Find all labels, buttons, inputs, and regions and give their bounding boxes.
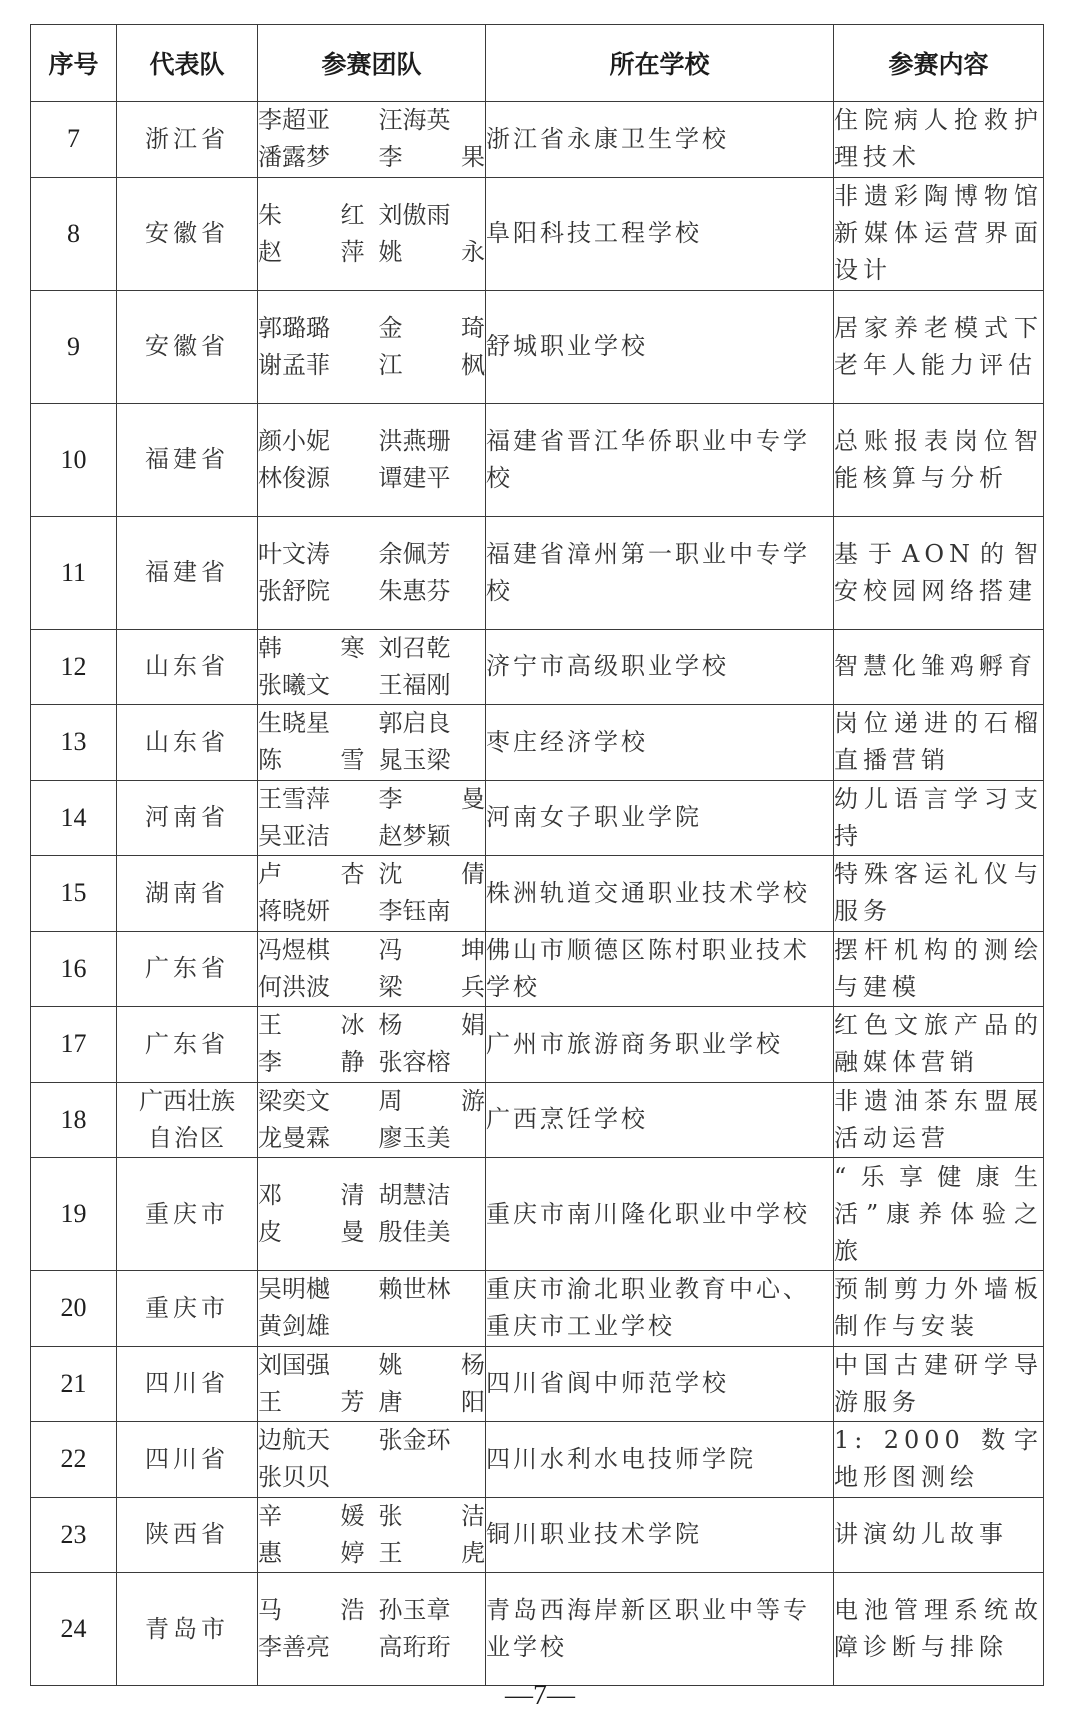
row-team-members — [258, 1271, 486, 1347]
row-school: 福建省漳州第一职业中专学校 — [486, 516, 834, 629]
row-competition-content: 电池管理系统故障诊断与排除 — [834, 1573, 1044, 1686]
team-member-name: 卢 杏 — [258, 860, 365, 889]
team-member-name: 李 静 — [258, 1048, 365, 1077]
team-member-name: 张贝贝 — [258, 1463, 330, 1492]
team-member-name: 李超亚 — [258, 106, 330, 135]
member-grid — [258, 1007, 485, 1081]
team-member-name: 惠 婷 — [258, 1538, 365, 1567]
row-competition-content: 岗位递进的石榴直播营销 — [834, 705, 1044, 781]
member-grid — [258, 197, 485, 271]
row-team-members — [258, 780, 486, 856]
table-header-row — [31, 25, 1044, 102]
header-delegation: 代表队 — [117, 25, 258, 102]
team-member-name: 李善亮 — [258, 1633, 330, 1661]
participants-table — [30, 24, 1044, 1686]
team-member-name: 吴明樾 — [258, 1275, 330, 1304]
table-row — [31, 1573, 1044, 1686]
row-number: 10 — [31, 403, 117, 516]
row-number: 15 — [31, 856, 117, 932]
row-delegation: 湖南省 — [117, 856, 258, 932]
team-member-name: 黄剑雄 — [258, 1312, 330, 1341]
row-competition-content: 1: 2000 数字地形图测绘 — [834, 1422, 1044, 1498]
row-number: 21 — [31, 1346, 117, 1422]
team-member-name: 韩 寒 — [258, 633, 365, 662]
row-school: 佛山市顺德区陈村职业技术学校 — [486, 931, 834, 1007]
row-competition-content: 预制剪力外墙板制作与安装 — [834, 1271, 1044, 1347]
row-number: 20 — [31, 1271, 117, 1347]
row-competition-content: 基于AON的智安校园网络搭建 — [834, 516, 1044, 629]
team-member-name: 马 浩 — [258, 1596, 365, 1624]
row-delegation: 福建省 — [117, 516, 258, 629]
team-member-name: 李 果 — [378, 143, 485, 172]
row-school: 四川水利水电技师学院 — [486, 1422, 834, 1498]
team-member-name: 朱 红 — [258, 200, 365, 229]
team-member-name: 冯 坤 — [378, 935, 485, 964]
row-school: 重庆市渝北职业教育中心、重庆市工业学校 — [486, 1271, 834, 1347]
team-member-name: 蒋晓妍 — [258, 897, 330, 926]
table-row — [31, 177, 1044, 290]
row-school: 广西烹饪学校 — [486, 1082, 834, 1158]
member-grid — [258, 102, 485, 176]
row-school: 枣庄经济学校 — [486, 705, 834, 781]
row-school: 株洲轨道交通职业技术学校 — [486, 856, 834, 932]
team-member-name: 郭启良 — [378, 709, 451, 738]
row-competition-content: 摆杆机构的测绘与建模 — [834, 931, 1044, 1007]
team-member-name: 王福刚 — [378, 670, 451, 699]
team-member-name: 周 游 — [378, 1086, 485, 1115]
team-member-name: 沈 倩 — [378, 860, 485, 889]
row-competition-content: 非遗油茶东盟展活动运营 — [834, 1082, 1044, 1158]
row-team-members — [258, 1082, 486, 1158]
team-member-name: 边航天 — [258, 1426, 330, 1455]
team-member-name: 王 虎 — [378, 1538, 485, 1567]
team-member-name: 唐 阳 — [378, 1387, 485, 1416]
row-school: 济宁市高级职业学校 — [486, 629, 834, 705]
row-school: 铜川职业技术学院 — [486, 1497, 834, 1573]
team-member-name: 张 洁 — [378, 1501, 485, 1530]
row-number: 18 — [31, 1082, 117, 1158]
row-team-members — [258, 1573, 486, 1686]
team-member-name: 龙曼霖 — [258, 1123, 330, 1152]
row-team-members — [258, 705, 486, 781]
member-grid — [258, 932, 485, 1006]
team-member-name: 谭建平 — [378, 463, 451, 492]
team-member-name: 胡慧洁 — [378, 1181, 451, 1209]
row-team-members — [258, 177, 486, 290]
team-member-name: 晁玉梁 — [378, 746, 451, 775]
row-team-members — [258, 516, 486, 629]
row-number: 19 — [31, 1158, 117, 1271]
team-member-name: 朱惠芬 — [378, 576, 451, 605]
row-delegation: 广东省 — [117, 1007, 258, 1083]
row-competition-content: “乐享健康生活”康养体验之旅 — [834, 1158, 1044, 1271]
table-row — [31, 1422, 1044, 1498]
row-number: 24 — [31, 1573, 117, 1686]
table-row — [31, 705, 1044, 781]
row-delegation: 广东省 — [117, 931, 258, 1007]
team-member-name: 颜小妮 — [258, 426, 330, 455]
row-competition-content: 中国古建研学导游服务 — [834, 1346, 1044, 1422]
team-member-name: 殷佳美 — [378, 1218, 451, 1246]
team-member-name: 汪海英 — [378, 106, 451, 135]
table-row — [31, 1346, 1044, 1422]
row-delegation: 四川省 — [117, 1346, 258, 1422]
row-delegation: 安徽省 — [117, 177, 258, 290]
table-row — [31, 1007, 1044, 1083]
member-grid — [258, 1347, 485, 1421]
member-grid — [258, 705, 485, 779]
row-school: 河南女子职业学院 — [486, 780, 834, 856]
row-delegation: 陕西省 — [117, 1497, 258, 1573]
team-member-name: 张舒院 — [258, 576, 330, 605]
table-row — [31, 403, 1044, 516]
team-member-name: 杨 娟 — [378, 1011, 485, 1040]
member-grid — [258, 1177, 485, 1251]
row-school: 四川省阆中师范学校 — [486, 1346, 834, 1422]
row-delegation: 青岛市 — [117, 1573, 258, 1686]
row-school: 舒城职业学校 — [486, 290, 834, 403]
page-number: —7— — [505, 1680, 575, 1711]
table-body — [31, 102, 1044, 1686]
team-member-name: 刘傲雨 — [378, 200, 451, 229]
table-row — [31, 780, 1044, 856]
team-member-name: 王雪萍 — [258, 784, 330, 813]
row-delegation: 福建省 — [117, 403, 258, 516]
table-row — [31, 1271, 1044, 1347]
row-delegation: 浙江省 — [117, 102, 258, 178]
team-member-name: 张曦文 — [258, 670, 330, 699]
member-grid — [258, 1592, 485, 1666]
row-school: 阜阳科技工程学校 — [486, 177, 834, 290]
table-row — [31, 1158, 1044, 1271]
team-member-name: 李钰南 — [378, 897, 451, 926]
row-competition-content: 幼儿语言学习支持 — [834, 780, 1044, 856]
row-number: 9 — [31, 290, 117, 403]
row-team-members — [258, 1497, 486, 1573]
row-delegation: 重庆市 — [117, 1158, 258, 1271]
row-school: 浙江省永康卫生学校 — [486, 102, 834, 178]
row-team-members — [258, 1422, 486, 1498]
team-member-name: 梁 兵 — [378, 972, 485, 1001]
row-team-members — [258, 1158, 486, 1271]
row-number: 22 — [31, 1422, 117, 1498]
member-grid — [258, 630, 485, 704]
team-member-name: 生晓星 — [258, 709, 330, 738]
row-delegation: 山东省 — [117, 705, 258, 781]
member-grid — [258, 1498, 485, 1572]
row-competition-content: 特殊客运礼仪与服务 — [834, 856, 1044, 932]
row-team-members — [258, 1346, 486, 1422]
team-member-name: 江 枫 — [378, 350, 485, 379]
row-delegation: 广西壮族 自治区 — [117, 1082, 258, 1158]
row-delegation: 重庆市 — [117, 1271, 258, 1347]
row-school: 广州市旅游商务职业学校 — [486, 1007, 834, 1083]
team-member-name: 王 冰 — [258, 1011, 365, 1040]
team-member-name — [379, 1459, 486, 1496]
team-member-name: 叶文涛 — [258, 539, 330, 568]
row-school: 福建省晋江华侨职业中专学校 — [486, 403, 834, 516]
row-competition-content: 红色文旅产品的融媒体营销 — [834, 1007, 1044, 1083]
row-number: 7 — [31, 102, 117, 178]
member-grid — [258, 1422, 485, 1496]
team-member-name: 何洪波 — [258, 972, 330, 1001]
member-grid — [258, 310, 485, 384]
row-delegation: 四川省 — [117, 1422, 258, 1498]
table-row — [31, 102, 1044, 178]
team-member-name: 姚 杨 — [378, 1350, 485, 1379]
row-school: 重庆市南川隆化职业中学校 — [486, 1158, 834, 1271]
team-member-name: 金 琦 — [378, 313, 485, 342]
team-member-name: 邓 清 — [258, 1181, 365, 1209]
table-row — [31, 1082, 1044, 1158]
row-team-members — [258, 1007, 486, 1083]
table-row — [31, 516, 1044, 629]
team-member-name: 郭璐璐 — [258, 313, 330, 342]
row-team-members — [258, 629, 486, 705]
row-school: 青岛西海岸新区职业中等专业学校 — [486, 1573, 834, 1686]
header-competition-content: 参赛内容 — [834, 25, 1044, 102]
row-competition-content: 非遗彩陶博物馆新媒体运营界面设计 — [834, 177, 1044, 290]
team-member-name: 余佩芳 — [378, 539, 451, 568]
row-number: 23 — [31, 1497, 117, 1573]
row-delegation: 安徽省 — [117, 290, 258, 403]
member-grid — [258, 856, 485, 930]
team-member-name: 刘召乾 — [378, 633, 451, 662]
row-team-members — [258, 931, 486, 1007]
row-number: 11 — [31, 516, 117, 629]
team-member-name: 刘国强 — [258, 1350, 330, 1379]
table-row — [31, 856, 1044, 932]
row-number: 16 — [31, 931, 117, 1007]
team-member-name: 梁奕文 — [258, 1086, 330, 1115]
row-team-members — [258, 856, 486, 932]
member-grid — [258, 781, 485, 855]
row-number: 12 — [31, 629, 117, 705]
row-delegation: 河南省 — [117, 780, 258, 856]
row-delegation: 山东省 — [117, 629, 258, 705]
header-number: 序号 — [31, 25, 117, 102]
team-member-name: 辛 媛 — [258, 1501, 365, 1530]
team-member-name — [379, 1308, 486, 1345]
team-member-name: 赖世林 — [378, 1275, 451, 1304]
header-team-members: 参赛团队 — [258, 25, 486, 102]
team-member-name: 张容榕 — [378, 1048, 451, 1077]
team-member-name: 姚 永 — [378, 237, 485, 266]
table-row — [31, 1497, 1044, 1573]
row-competition-content: 总账报表岗位智能核算与分析 — [834, 403, 1044, 516]
member-grid — [258, 423, 485, 497]
table-row — [31, 290, 1044, 403]
team-member-name: 赵梦颖 — [378, 821, 451, 850]
team-member-name: 李 曼 — [378, 784, 485, 813]
header-school: 所在学校 — [486, 25, 834, 102]
row-team-members — [258, 102, 486, 178]
team-member-name: 冯煜棋 — [258, 935, 330, 964]
team-member-name: 王 芳 — [258, 1387, 365, 1416]
row-competition-content: 住院病人抢救护理技术 — [834, 102, 1044, 178]
row-competition-content: 讲演幼儿故事 — [834, 1497, 1044, 1573]
member-grid — [258, 536, 485, 610]
row-number: 17 — [31, 1007, 117, 1083]
member-grid — [258, 1083, 485, 1157]
team-member-name: 高珩珩 — [378, 1633, 451, 1661]
team-member-name: 皮 曼 — [258, 1218, 365, 1246]
table-row — [31, 931, 1044, 1007]
row-number: 14 — [31, 780, 117, 856]
row-competition-content: 居家养老模式下老年人能力评估 — [834, 290, 1044, 403]
row-number: 13 — [31, 705, 117, 781]
team-member-name: 廖玉美 — [378, 1123, 451, 1152]
team-member-name: 赵 萍 — [258, 237, 365, 266]
member-grid — [258, 1271, 485, 1345]
row-team-members — [258, 290, 486, 403]
team-member-name: 孙玉章 — [378, 1596, 451, 1624]
team-member-name: 陈 雪 — [258, 746, 365, 775]
team-member-name: 张金环 — [378, 1426, 451, 1455]
table-row — [31, 629, 1044, 705]
row-number: 8 — [31, 177, 117, 290]
row-competition-content: 智慧化雏鸡孵育 — [834, 629, 1044, 705]
row-team-members — [258, 403, 486, 516]
team-member-name: 吴亚洁 — [258, 821, 330, 850]
team-member-name: 谢孟菲 — [258, 350, 330, 379]
team-member-name: 洪燕珊 — [378, 426, 451, 455]
team-member-name: 潘露梦 — [258, 143, 330, 172]
team-member-name: 林俊源 — [258, 463, 330, 492]
